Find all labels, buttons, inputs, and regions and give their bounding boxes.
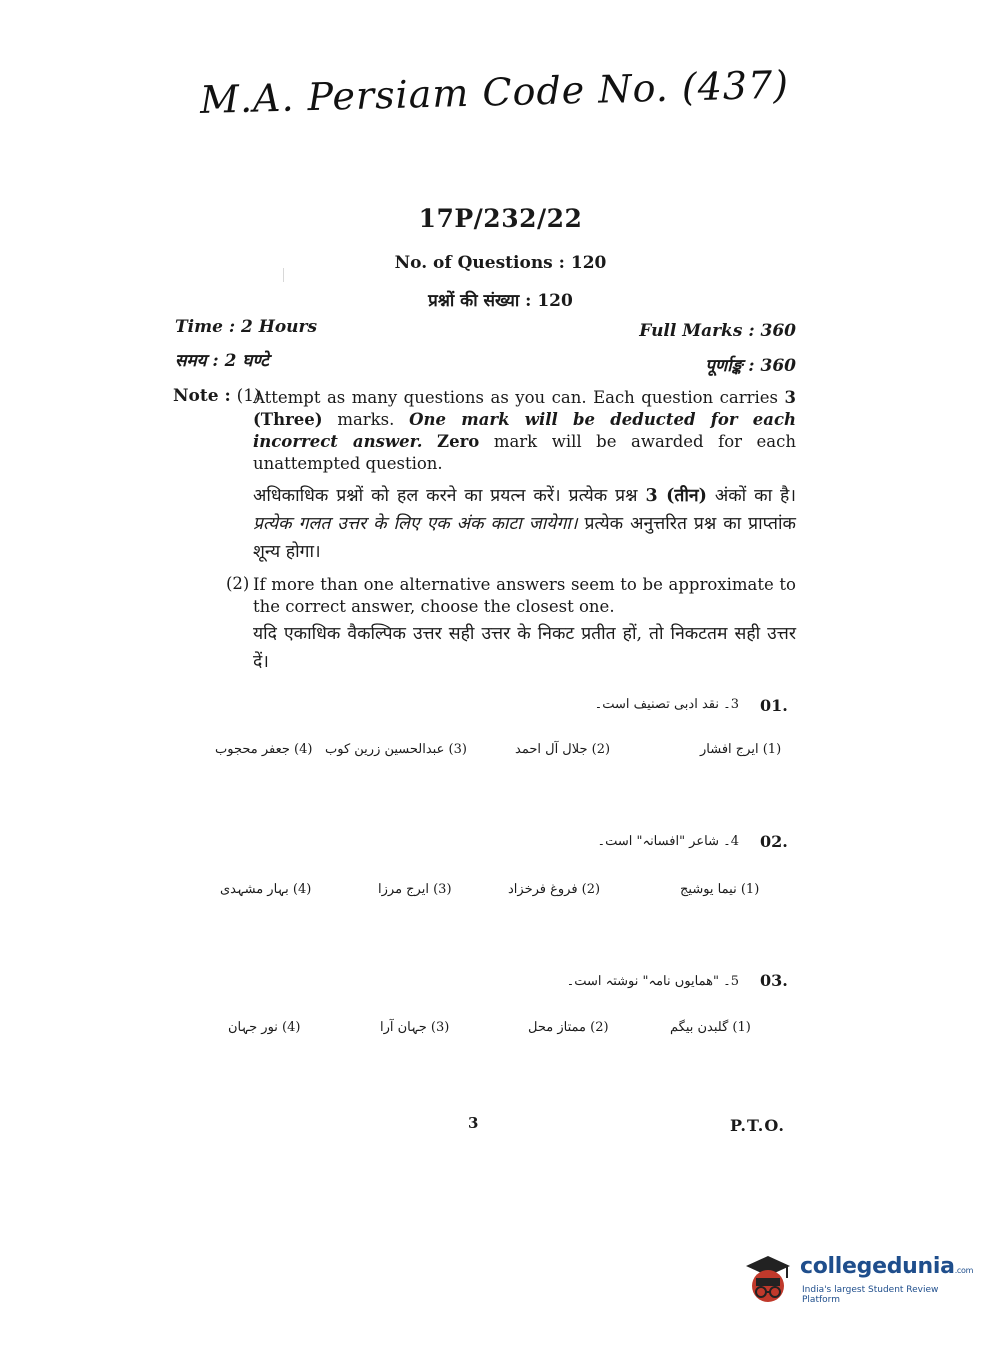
full-marks-en: Full Marks : 360 <box>639 321 796 341</box>
note-label-text: Note : <box>173 386 231 406</box>
question-2-option-1: (1) نیما یوشیج <box>680 882 760 897</box>
paper-code: 17P/232/22 <box>418 204 583 233</box>
note-label <box>173 386 261 406</box>
question-3-option-4: (4) نور جہان <box>228 1020 301 1035</box>
time-en: Time : 2 Hours <box>175 317 318 337</box>
note-1-en-zero: Zero <box>437 432 480 451</box>
pto-label: P.T.O. <box>730 1116 785 1135</box>
question-1-number: 01. <box>760 696 788 715</box>
note-2-number: (2) <box>226 574 250 593</box>
note-1-hi-a: अधिकाधिक प्रश्नों को हल करने का प्रयत्न करें। प्रत्येक प्रश्न <box>253 486 638 506</box>
num-questions-en: No. of Questions : 120 <box>394 253 607 273</box>
note-2-en: If more than one alternative answers seem to be approximate to the correct answer, choose the closest one. <box>253 575 796 616</box>
note-1-en-c: marks. <box>337 410 395 429</box>
question-2-text: 4۔ شاعر "افسانہ" است۔ <box>597 834 739 849</box>
question-3-option-3: (3) جہان آرا <box>380 1020 450 1035</box>
question-1-option-2: (2) جلال آل احمد <box>515 742 611 757</box>
brand-tagline: India's largest Student Review Platform <box>802 1285 939 1305</box>
note-1-en-deduction: One mark will be deducted for each incorrect answer. <box>253 410 796 451</box>
num-questions-hi: प्रश्नों की संख्या : 120 <box>428 291 573 311</box>
note-1-en-a: Attempt as many questions as you can. Each question carries <box>253 388 779 407</box>
question-3-option-1: (1) گلبدن بیگم <box>670 1020 751 1035</box>
question-3-number: 03. <box>760 971 788 990</box>
note-1-hi-deduction: प्रत्येक गलत उत्तर के लिए एक अंक काटा जायेगा। <box>253 514 578 534</box>
question-2-number: 02. <box>760 832 788 851</box>
note-1-hi <box>253 482 796 566</box>
note-1-en <box>253 387 796 475</box>
note-1-hi-marks: 3 (तीन) <box>645 486 707 506</box>
page-number: 3 <box>468 1114 479 1132</box>
question-2-option-2: (2) فروغ فرخزاد <box>508 882 601 897</box>
question-3-option-2: (2) ممتاز محل <box>528 1020 609 1035</box>
note-1-hi-c: अंकों का है। <box>714 486 796 506</box>
brand-name-text: collegedunia <box>800 1254 955 1279</box>
question-1-text: 3۔ نقد ادبی تصنیف است۔ <box>594 697 739 712</box>
brand-tld: .com <box>954 1266 974 1275</box>
note-1-en-marks: 3 (Three) <box>253 388 796 429</box>
question-1-option-3: (3) عبدالحسین زرین کوب <box>325 742 467 757</box>
collegedunia-logo-icon <box>742 1252 794 1308</box>
time-hi: समय : 2 घण्टे <box>175 351 269 371</box>
question-2-option-4: (4) بہار مشہدی <box>220 882 312 897</box>
question-1-option-1: (1) ایرج افشار <box>700 742 782 757</box>
collegedunia-branding <box>742 1248 972 1312</box>
question-2-option-3: (3) ایرج مرزا <box>378 882 452 897</box>
note-2-hi: यदि एकाधिक वैकल्पिक उत्तर सही उत्तर के निकट प्रतीत हों, तो निकटतम सही उत्तर दें। <box>253 624 796 672</box>
brand-name <box>800 1254 973 1279</box>
scan-mark <box>283 268 284 282</box>
question-1-option-4: (4) جعفر محجوب <box>215 742 313 757</box>
note-1-hi-e: प्रत्येक अनुत्तरित प्रश्न का प्राप्तांक शून्य होगा। <box>253 514 796 562</box>
question-3-text: 5۔ "ھمایوں نامہ" نوشتہ است۔ <box>566 974 739 989</box>
note-1-en-f: mark will be awarded for each unattempted question. <box>253 432 797 473</box>
handwritten-title: M.A. Persiam Code No. (437) <box>199 62 790 122</box>
full-marks-hi: पूर्णाङ्क : 360 <box>705 356 796 376</box>
note-1-number: (1) <box>236 386 261 406</box>
